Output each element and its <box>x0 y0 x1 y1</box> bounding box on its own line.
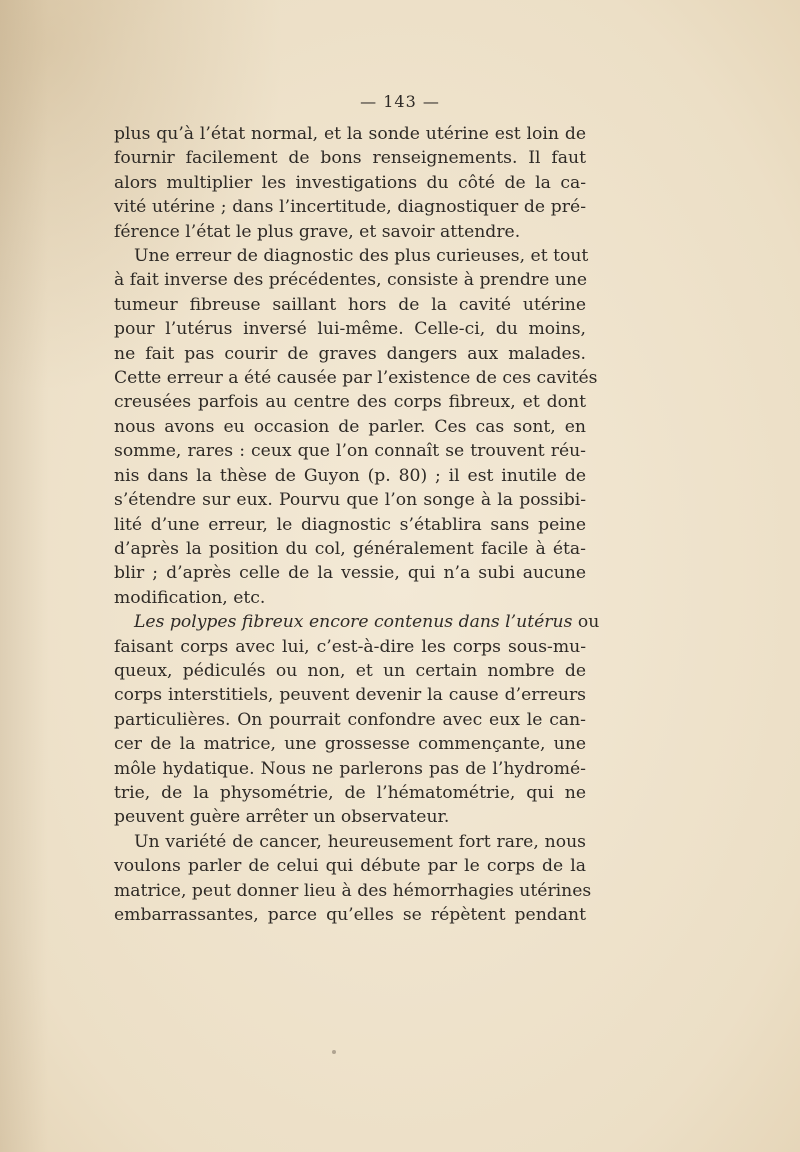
text-line: lité d’une erreur, le diagnostic s’établira sans peine <box>114 514 586 535</box>
text-line: môle hydatique. Nous ne parlerons pas de l’hydromé- <box>114 758 586 779</box>
page-number: — 143 — <box>360 92 440 111</box>
text-line: somme, rares : ceux que l’on connaît se trouvent réu- <box>114 441 586 462</box>
paper-speck <box>332 1050 336 1054</box>
text-line: embarrassantes, parce qu’elles se répètent pendant <box>114 905 586 925</box>
text-line: Cette erreur a été causée par l’existence de ces cavités <box>114 368 598 389</box>
text-line: blir ; d’après celle de la vessie, qui n’a subi aucune <box>114 563 586 584</box>
text-line: alors multiplier les investigations du côté de la ca- <box>114 172 586 193</box>
text-line: matrice, peut donner lieu à des hémorrhagies utérines <box>114 880 592 901</box>
text-line: faisant corps avec lui, c’est-à-dire les corps sous-mu- <box>114 636 586 657</box>
text-line: creusées parfois au centre des corps fibreux, et dont <box>114 392 586 413</box>
text-line: s’étendre sur eux. Pourvu que l’on songe à la possibi- <box>114 490 586 511</box>
text-line: queux, pédiculés ou non, et un certain nombre de <box>114 660 586 681</box>
text-line: nous avons eu occasion de parler. Ces cas sont, en <box>114 416 586 437</box>
text-line: voulons parler de celui qui débute par le corps de la <box>114 856 586 877</box>
text-line: fournir facilement de bons renseignements. Il faut <box>114 148 586 169</box>
text-line: férence l’état le plus grave, et savoir attendre. <box>114 221 521 242</box>
text-line: d’après la position du col, généralement facile à éta- <box>114 538 586 559</box>
body-text <box>114 122 600 927</box>
text-line: vité utérine ; dans l’incertitude, diagnostiquer de pré- <box>114 197 586 218</box>
text-line: Un variété de cancer, heureusement fort rare, nous <box>134 831 586 852</box>
italic-text: Les polypes fibreux encore contenus dans l’utérus <box>134 612 573 633</box>
text-run: ou <box>572 612 600 633</box>
text-line: peuvent guère arrêter un observateur. <box>114 807 450 828</box>
text-line: ne fait pas courir de graves dangers aux malades. <box>114 343 586 364</box>
text-line: trie, de la physométrie, de l’hématométrie, qui ne <box>114 782 586 803</box>
text-line: nis dans la thèse de Guyon (p. 80) ; il est inutile de <box>114 465 586 486</box>
page-gutter-shadow <box>0 0 48 1152</box>
text-line: modification, etc. <box>114 587 266 608</box>
text-line: à fait inverse des précédentes, consiste à prendre une <box>114 270 588 291</box>
text-line: particulières. On pourrait confondre avec eux le can- <box>114 709 586 730</box>
text-line: tumeur fibreuse saillant hors de la cavité utérine <box>114 294 586 315</box>
text-line: plus qu’à l’état normal, et la sonde utérine est loin de <box>114 124 586 144</box>
text-line: corps interstitiels, peuvent devenir la cause d’erreurs <box>114 685 586 706</box>
text-line: Une erreur de diagnostic des plus curieuses, et tout <box>134 246 589 267</box>
text-line: cer de la matrice, une grossesse commençante, une <box>114 734 586 755</box>
text-line: pour l’utérus inversé lui-même. Celle-ci, du moins, <box>114 319 586 340</box>
text-line <box>114 610 600 634</box>
